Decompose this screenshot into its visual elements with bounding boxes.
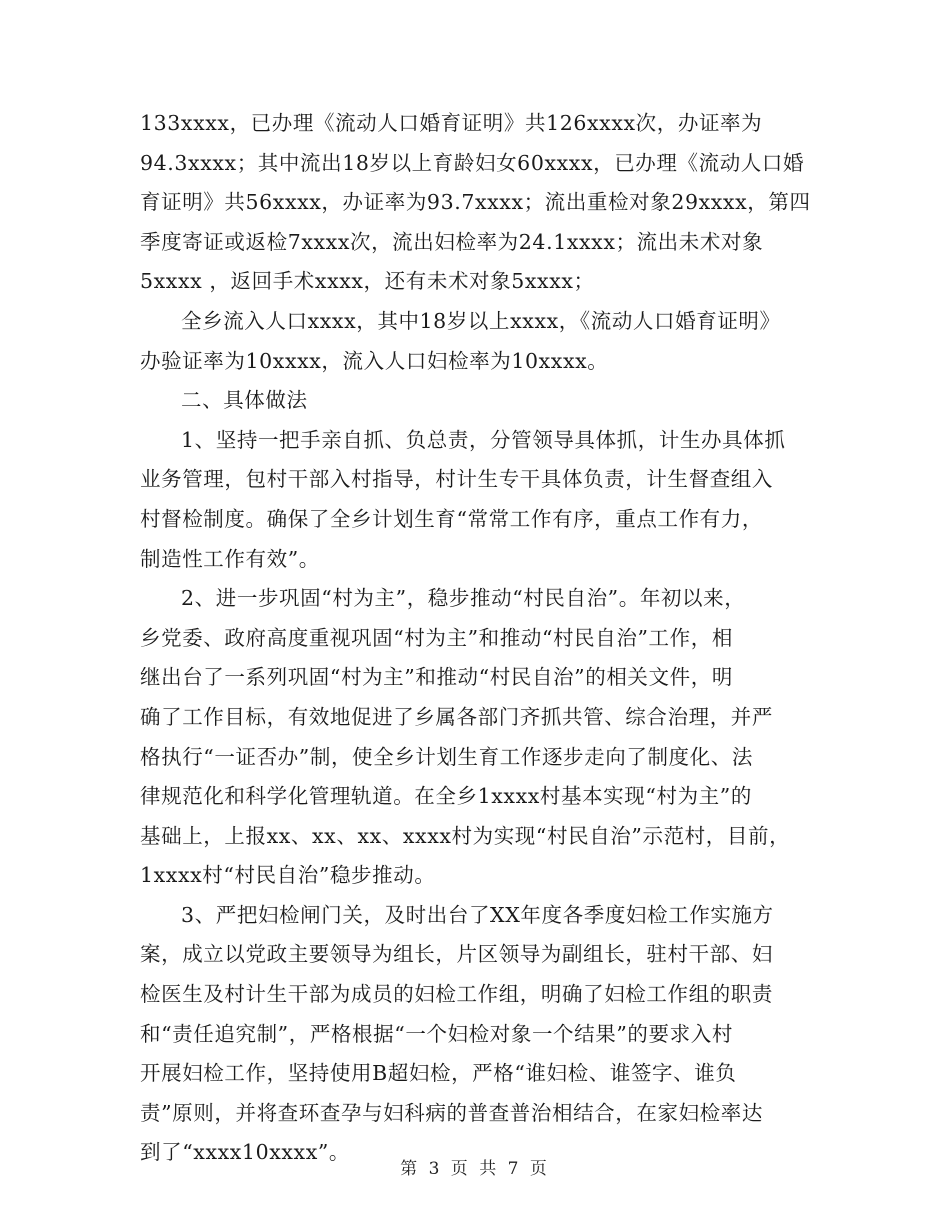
text-line: 律规范化和科学化管理轨道。在全乡1xxxx村基本实现“村为主”的 bbox=[140, 784, 752, 809]
text-line: 责”原则，并将查环查孕与妇科病的普查普治相结合，在家妇检率达 bbox=[140, 1100, 763, 1125]
text-line: 格执行“一证否办”制，使全乡计划生育工作逐步走向了制度化、法 bbox=[140, 744, 753, 769]
text-line: 94.3xxxx；其中流出18岁以上育龄妇女60xxxx，已办理《流动人口婚 bbox=[140, 150, 805, 175]
text-line: 制造性工作有效”。 bbox=[140, 546, 320, 571]
text-line: 村督检制度。确保了全乡计划生育“常常工作有序，重点工作有力， bbox=[140, 506, 763, 531]
text-line: 全乡流入人口xxxx，其中18岁以上xxxx，《流动人口婚育证明》 bbox=[181, 308, 781, 333]
text-line: 1xxxx村“村民自治”稳步推动。 bbox=[140, 863, 436, 888]
text-line: 办验证率为10xxxx，流入人口妇检率为10xxxx。 bbox=[140, 348, 609, 373]
text-line: 3、严把妇检闸门关，及时出台了XX年度各季度妇检工作实施方 bbox=[181, 902, 774, 927]
text-line: 继出台了一系列巩固“村为主”和推动“村民自治”的相关文件，明 bbox=[140, 665, 733, 690]
text-line: 1、坚持一把手亲自抓、负总责，分管领导具体抓，计生办具体抓 bbox=[181, 427, 786, 452]
text-line: 133xxxx，已办理《流动人口婚育证明》共126xxxx次，办证率为 bbox=[140, 111, 763, 135]
text-line: 确了工作目标，有效地促进了乡属各部门齐抓共管、综合治理，并严 bbox=[140, 704, 773, 729]
text-line: 开展妇检工作，坚持使用B超妇检，严格“谁妇检、谁签字、谁负 bbox=[140, 1061, 737, 1086]
page-footer: 第 3 页 共 7 页 bbox=[400, 1159, 550, 1179]
text-line: 检医生及村计生干部为成员的妇检工作组，明确了妇检工作组的职责 bbox=[140, 982, 773, 1007]
text-line: 育证明》共56xxxx，办证率为93.7xxxx；流出重检对象29xxxx，第四 bbox=[140, 190, 811, 215]
text-line: 业务管理，包村干部入村指导，村计生专干具体负责，计生督查组入 bbox=[140, 467, 773, 492]
text-line: 乡党委、政府高度重视巩固“村为主”和推动“村民自治”工作，相 bbox=[140, 625, 733, 650]
text-line: 和“责任追究制”，严格根据“一个妇检对象一个结果”的要求入村 bbox=[140, 1021, 733, 1046]
text-line: 案，成立以党政主要领导为组长，片区领导为副组长，驻村干部、妇 bbox=[140, 942, 773, 967]
text-line: 季度寄证或返检7xxxx次，流出妇检率为24.1xxxx；流出未术对象 bbox=[140, 229, 764, 254]
text-line: 5xxxx ，返回手术xxxx，还有未术对象5xxxx； bbox=[140, 269, 595, 294]
body-text bbox=[140, 104, 812, 1173]
text-line: 到了“xxxx10xxxx”。 bbox=[140, 1140, 351, 1165]
text-line: 二、具体做法 bbox=[181, 388, 308, 413]
text-line: 基础上，上报xx、xx、xx、xxxx村为实现“村民自治”示范村，目前， bbox=[140, 823, 791, 848]
text-line: 2、进一步巩固“村为主”，稳步推动“村民自治”。年初以来， bbox=[181, 586, 746, 611]
